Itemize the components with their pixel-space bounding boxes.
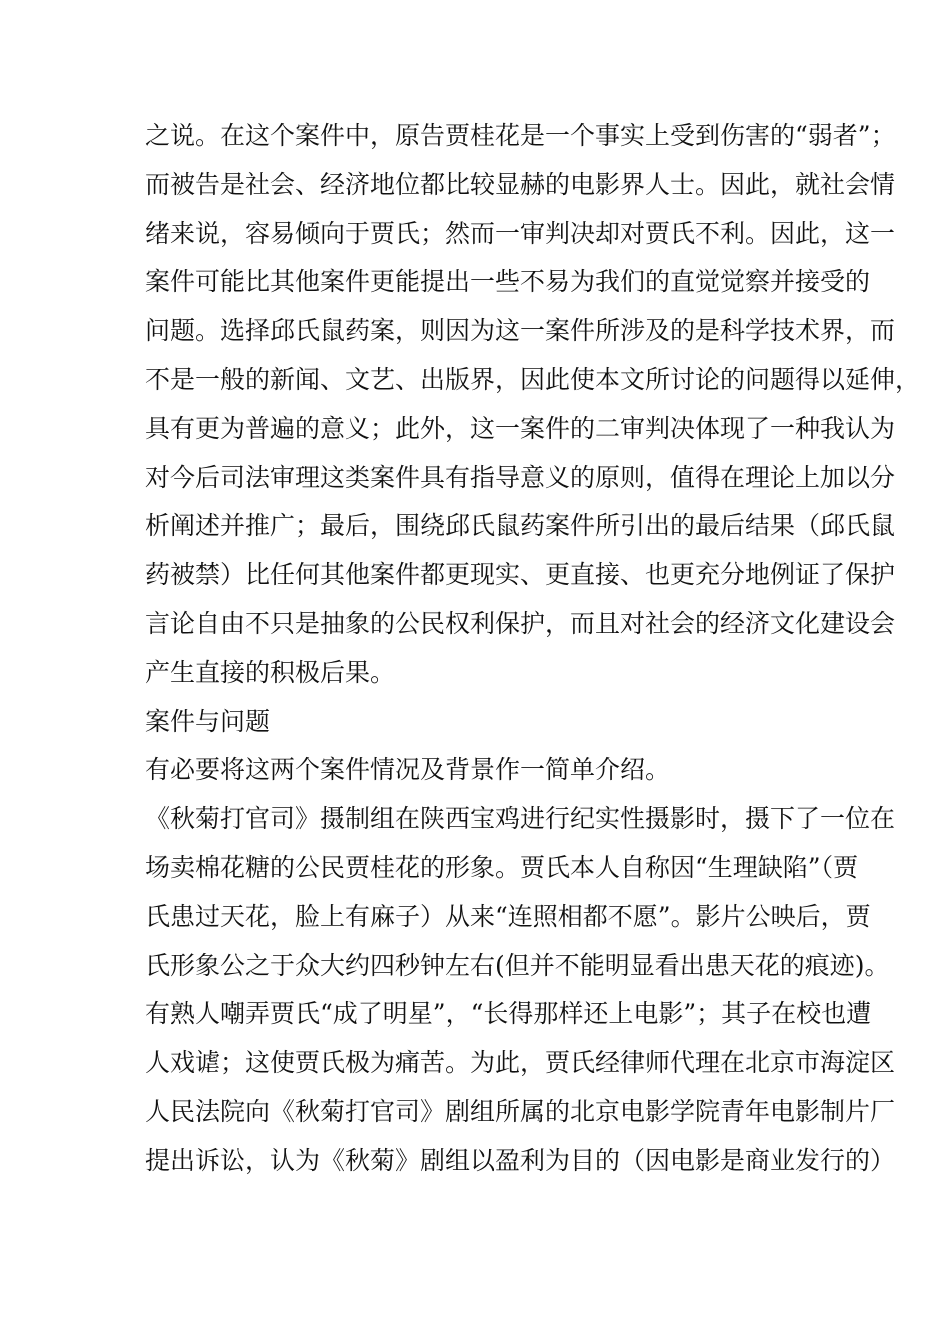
text-line-9: 析阐述并推广；最后，围绕邱氏鼠药案件所引出的最后结果（邱氏鼠 [145,511,896,541]
text-line-22: 提出诉讼，认为《秋菊》剧组以盈利为目的（因电影是商业发行的） [145,1145,896,1175]
text-line-18: 氏形象公之于众大约四秒钟左右(但并不能明显看出患天花的痕迹)。 [145,950,890,980]
text-line-15: 《秋菊打官司》摄制组在陕西宝鸡进行纪实性摄影时，摄下了一位在 [145,804,896,834]
text-line-7: 具有更为普遍的意义；此外，这一案件的二审判决体现了一种我认为 [145,413,896,443]
section-heading: 案件与问题 [145,706,271,736]
text-line-19: 有熟人嘲弄贾氏“成了明星”，“长得那样还上电影”；其子在校也遭 [145,999,872,1029]
text-line-8: 对今后司法审理这类案件具有指导意义的原则，值得在理论上加以分 [145,462,896,492]
document-body [145,112,921,1186]
text-line-17: 氏患过天花，脸上有麻子）从来“连照相都不愿”。影片公映后，贾 [145,901,871,931]
text-line-20: 人戏谑；这使贾氏极为痛苦。为此，贾氏经律师代理在北京市海淀区 [145,1048,896,1078]
text-line-14: 有必要将这两个案件情况及背景作一简单介绍。 [145,755,671,785]
text-line-1: 之说。在这个案件中，原告贾桂花是一个事实上受到伤害的“弱者”； [145,121,896,150]
text-line-16: 场卖棉花糖的公民贾桂花的形象。贾氏本人自称因“生理缺陷”（贾 [145,852,859,882]
text-line-12: 产生直接的积极后果。 [145,657,396,687]
text-line-21: 人民法院向《秋菊打官司》剧组所属的北京电影学院青年电影制片厂 [145,1096,896,1126]
text-line-5: 问题。选择邱氏鼠药案，则因为这一案件所涉及的是科学技术界，而 [145,316,896,346]
text-line-3: 绪来说，容易倾向于贾氏；然而一审判决却对贾氏不利。因此，这一 [145,218,896,248]
text-line-2: 而被告是社会、经济地位都比较显赫的电影界人士。因此，就社会情 [145,169,896,199]
text-line-6: 不是一般的新闻、文艺、出版界，因此使本文所讨论的问题得以延伸， [145,364,921,394]
text-line-11: 言论自由不只是抽象的公民权利保护，而且对社会的经济文化建设会 [145,608,896,638]
text-line-10: 药被禁）比任何其他案件都更现实、更直接、也更充分地例证了保护 [145,560,896,590]
text-line-4: 案件可能比其他案件更能提出一些不易为我们的直觉觉察并接受的 [145,267,871,297]
